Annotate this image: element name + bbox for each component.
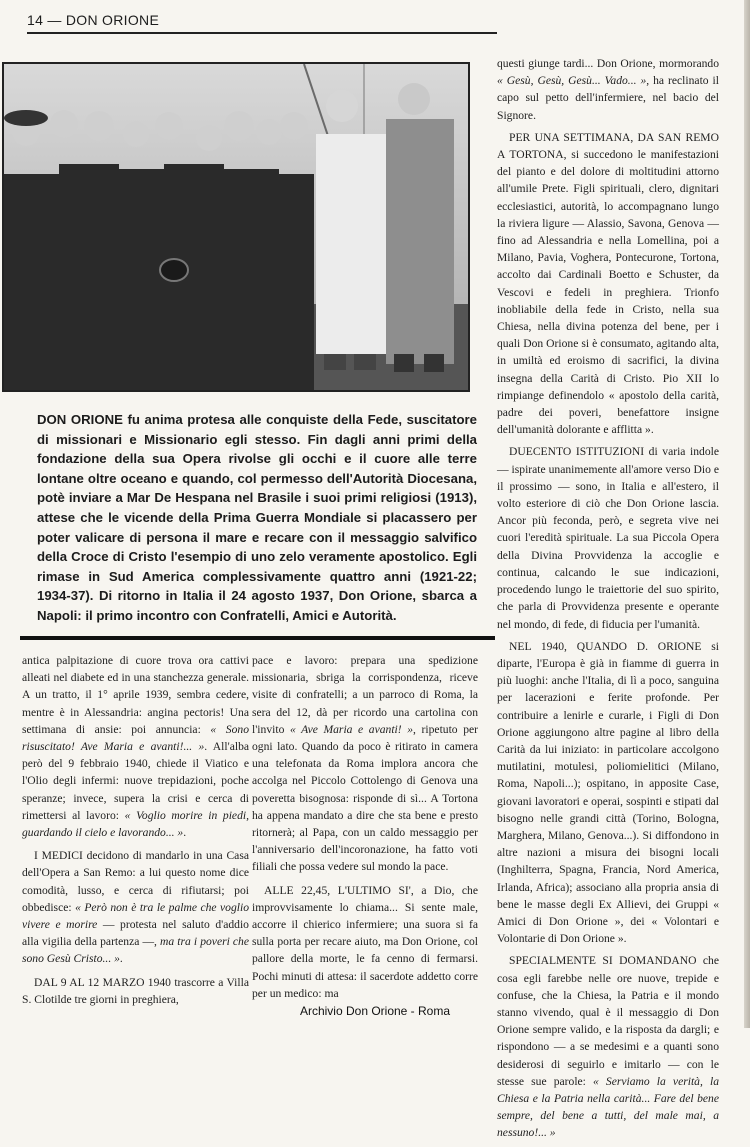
section-rule <box>20 636 495 640</box>
col3-paragraph-5: SPECIALMENTE SI DOMANDANO che cosa egli farebbe nelle ore nuove, trepide e confuse, che la Chiesa, la Patria e il mondo stanno vivendo, qual è il messaggio di Don Orione sempre valido, e la risposta da dargli; e rispondono — a se medesimi e a quanti sono desiderosi di seguirlo e imitarlo — con le stesse sue parole: « Serviamo la verità, la Chiesa e la Patria nella carità... Fare del bene sempre, del bene a tutti, del male mai, a nessuno!... » <box>497 954 720 1140</box>
col3-paragraph-1: questi giunge tardi... Don Orione, mormorando « Gesù, Gesù, Gesù... Vado... », ha reclinato il capo sul petto dell'infermiere, nel bacio del Signore. <box>497 57 719 122</box>
article-column-2 <box>252 652 478 1002</box>
col3-paragraph-4: NEL 1940, QUANDO D. ORIONE si diparte, l'Europa è già in fiamme di guerra in più luoghi: anche l'Italia, di lì a poco, sanguina per lacerazioni e ferite profonde. Per contribuire a lenirle e curarle, i Figli di Don Orione aggiungono altre pagine al libro della Carità da lui iniziato: in particolare accolgono mutilatini, motulesi, poliomielitici (Milano, Roma, Napoli...); ospitano, in apposite Case, giovani lavoratori e operai, sospinti e stipati dal bisogno nelle grandi città (Torino, Bologna, Marghera, Milano, Genova...). Si diffondono in altre nazioni a misura dei bisogni locali (Inghilterra, Spagna, Francia, Nord America, Irlanda, Africa); associano alla propria ansia di bene le masse degli Ex Allievi, dei Gruppi « Amici di Don Orione », dei « Volontari e Volontarie di Don Orione ». <box>497 639 719 946</box>
photo-caption: DON ORIONE fu anima protesa alle conquiste della Fede, suscitatore di missionari e Missionario egli stesso. Fin dagli anni primi della fondazione della sua Opera rivolse gli occhi e il cuore alle terre lontane oltre oceano e quando, col permesso dell'Autorità Diocesana, potè inviare a Mar De Hespana nel Brasile i suoi primi religiosi (1913), attese che le vicende della Prima Guerra Mondiale si placassero per poter valicare di persona il mare e recare con il messaggio salvifico della Croce di Cristo l'esempio di uno zelo veramente apostolico. Egli rimase in Sud America complessivamente quattro anni (1921-22; 1934-37). Di ritorno in Italia il 24 agosto 1937, Don Orione, sbarca a Napoli: il primo incontro con Confratelli, Amici e Autorità. <box>37 412 477 623</box>
col1-paragraph-3: DAL 9 AL 12 MARZO 1940 trascorre a Villa S. Clotilde tre giorni in preghiera, <box>22 975 249 1006</box>
col2-paragraph-1: pace e lavoro: prepara una spedizione missionaria, sbriga la corrispondenza, riceve visite di confratelli; a un parroco di Roma, la sera del 12, dà per ricordo una cartolina con l'invito « Ave Maria e avanti! », ripetuto per ogni lato. Quando da poco è ritirato in camera una telefonata da Roma implora ancora che accolga nel Piccolo Cottolengo di Genova una poveretta bisognosa: risponde di sì... A Tortona ha appena mandato a dire che sta bene e presto ritornerà; al Papa, con un caldo messaggio per l'anniversario dell'incoronazione, ha fatto voti filiali che possa vedere sul mondo la pace. <box>252 654 479 874</box>
running-header: 14 — DON ORIONE <box>27 12 160 28</box>
col1-paragraph-1: antica palpitazione di cuore trova ora cattivi alleati nel diabete ed in una stanchezza generale. A un tratto, il 1° aprile 1939, sembra cedere, mentre è in Alessandria: angina pectoris! Una settimana di ansie: poi annuncia: « Sono risuscitato! Ave Maria e avanti!... ». All'alba però del 9 febbraio 1940, chiede il Viatico e l'Olio degli infermi: nuove trepidazioni, poche speranze; invece, supera la crisi e cerca di rimettersi al lavoro: « Voglio morire in piedi, guardando il cielo e lavorando... ». <box>22 654 250 840</box>
col2-paragraph-2: ALLE 22,45, L'ULTIMO SI', a Dio, che improvvisamente lo chiama... Si sente male, accorre il chierico infermiere; una suora si fa sulla porta per recare aiuto, ma Don Orione, col pallore della morte, le fa cenno di fermarsi. Pochi minuti di attesa: il sacerdote addetto corre per un medico: ma <box>252 883 478 1000</box>
page-edge-shadow <box>744 0 750 1028</box>
col3-paragraph-2: PER UNA SETTIMANA, DA SAN REMO A TORTONA, si succedono le manifestazioni del pianto e del dolore di moltitudini attorno all'umile Prete. Figli spirituali, clero, dignitari ecclesiastici, autorità, lo accompagnano lungo la riviera ligure — Alassio, Savona, Genova — fino ad Alessandria e nella Lomellina, poi a Milano, Pavia, Voghera, Pontecurone, Tortona, accolto dai Cardinali Boetto e Schuster, da Vescovi e fedeli in preghiera. Trionfo inobliabile della fede in Cristo, nella sua Chiesa, nella divina potenza del bene, per i quali Don Orione si è consumato, agitando alta, in umiltà ed eroismo di sacrifici, la divina insegna della Carità di Cristo. Pio XII lo rimpiange definendolo « apostolo della carità, padre dei poveri, benefattore insigne dell'umanità dolorante e afflitta ». <box>497 130 719 437</box>
article-column-1 <box>22 652 249 1008</box>
article-column-3 <box>497 55 719 1147</box>
archive-footer: Archivio Don Orione - Roma <box>299 1004 451 1018</box>
header-rule <box>27 32 497 34</box>
col3-paragraph-3: DUECENTO ISTITUZIONI di varia indole — ispirate unanimemente all'amore verso Dio e il prossimo — sono, in Italia e all'estero, il volto esteriore di ciò che Don Orione lascia. Ancor più feconda, però, e segreta vive nei cuori l'eredità spirituale. La sua Piccola Opera della Divina Provvidenza la accoglie e continua, calcando le sue indicazioni, procedendo lungo le traiettorie del suo spirito, che parla di Provvidenza presente e operante nel mondo, di fede, di fiducia per l'umanità. <box>497 445 719 631</box>
photo-illustration <box>4 64 468 390</box>
col1-paragraph-2: I MEDICI decidono di mandarlo in una Casa dell'Opera a San Remo: a lui questo nome dice comodità, lusso, e cerca di rifiutarsi; poi obbedisce: « Però non è tra le palme che voglio vivere e morire — protesta nel saluto d'addio alla vigilia della partenza —, ma tra i poveri che sono Gesù Cristo... ». <box>22 849 250 966</box>
group-photo <box>2 62 470 392</box>
